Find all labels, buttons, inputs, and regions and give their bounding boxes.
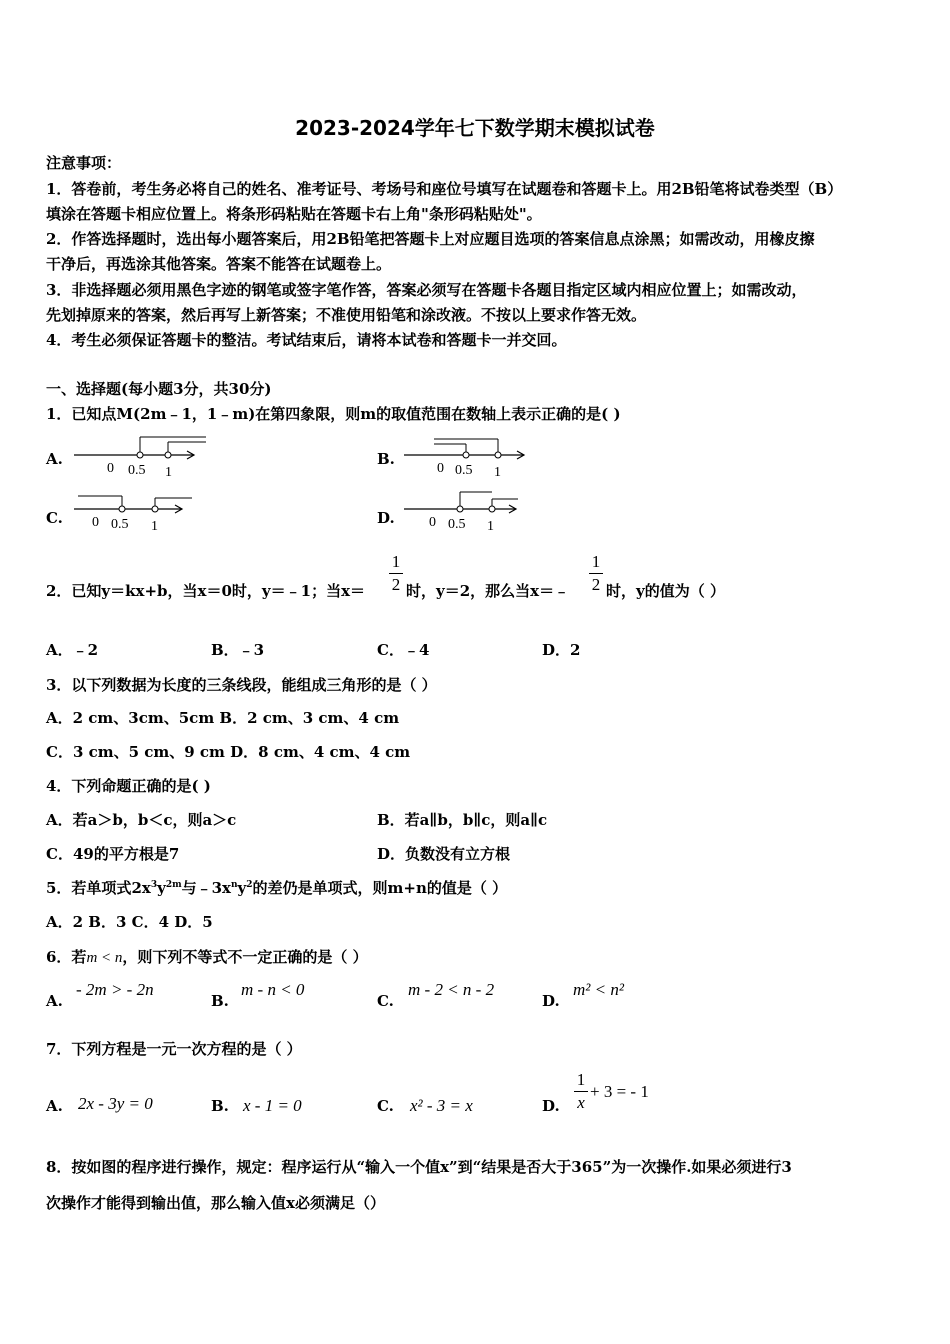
fraction-numerator: 1 (591, 552, 601, 571)
q1-option-b-label: B. (377, 450, 395, 468)
q1-option-a-numberline (70, 428, 220, 480)
notice-heading: 注意事项： (46, 154, 122, 172)
q3-options-row-1: A．2 cm、3cm、5cm B．2 cm、3 cm、4 cm (46, 709, 400, 727)
q1-option-c-label: C. (46, 509, 63, 527)
notice-line: 1．答卷前，考生务必将自己的姓名、准考证号、考场号和座位号填写在试题卷和答题卡上。用2B铅笔将试卷类型（B） (46, 180, 843, 198)
q7-option-b-expression: x - 1 = 0 (243, 1096, 302, 1115)
notice-line: 2．作答选择题时，选出每小题答案后，用2B铅笔把答题卡上对应题目选项的答案信息点涂黑；如需改动，用橡皮擦 (46, 230, 815, 248)
stem-text: ，则下列不等式不一定正确的是（ ） (122, 948, 368, 966)
notice-line: 干净后，再选涂其他答案。答案不能答在试题卷上。 (46, 255, 392, 273)
tick-label: 0.5 (448, 517, 466, 532)
q7-option-d-label: D. (542, 1097, 560, 1115)
tick-label: 0 (437, 461, 444, 476)
fraction-denominator: 2 (391, 575, 401, 594)
q2-option-c: C．﹣4 (377, 641, 430, 659)
stem-text: y (237, 879, 247, 897)
q7-option-c-label: C. (377, 1097, 394, 1115)
q7-option-a-expression: 2x - 3y = 0 (78, 1094, 153, 1113)
q2-fraction-2 (589, 552, 603, 595)
fraction-denominator: x (577, 1093, 585, 1112)
question-2-stem-part1: 2．已知y＝kx+b，当x＝0时，y＝﹣1；当x＝ (46, 582, 366, 600)
notice-line: 3．非选择题必须用黑色字迹的钢笔或签字笔作答，答案必须写在答题卡各题目指定区域内相应位置上；如需改动， (46, 281, 807, 299)
question-5-stem (46, 877, 507, 898)
fraction-denominator: 2 (591, 575, 601, 594)
q2-option-a: A．﹣2 (46, 641, 99, 659)
tick-label: 0.5 (455, 463, 473, 478)
fraction-numerator: 1 (576, 1070, 586, 1089)
question-2-stem-part3: 时，y的值为（ ） (606, 582, 725, 600)
tick-label: 0 (107, 461, 114, 476)
question-7-stem: 7．下列方程是一元一次方程的是（ ） (46, 1040, 302, 1058)
tick-label: 1 (494, 465, 501, 480)
tick-label: 0 (429, 515, 436, 530)
stem-text: 6．若 (46, 948, 87, 966)
question-6-stem (46, 946, 368, 967)
section-heading: 一、选择题(每小题3分，共30分) (46, 380, 272, 398)
stem-text: y (157, 879, 166, 897)
q6-option-a-expression: - 2m > - 2n (76, 980, 154, 999)
notice-line: 4．考生必须保证答题卡的整洁。考试结束后，请将本试卷和答题卡一并交回。 (46, 331, 567, 349)
question-4-stem: 4．下列命题正确的是( ) (46, 777, 211, 795)
question-8-stem-line-2: 次操作才能得到输出值，那么输入值x必须满足（） (46, 1194, 385, 1212)
q2-option-b: B．﹣3 (211, 641, 265, 659)
q1-option-d-label: D. (377, 509, 395, 527)
tick-label: 1 (487, 519, 494, 534)
q6-option-a-label: A. (46, 992, 63, 1010)
condition-expression: m < n (86, 950, 123, 966)
q4-option-a: A．若a＞b，b＜c，则a＞c (46, 811, 237, 829)
tick-label: 0.5 (111, 517, 129, 532)
q2-option-d: D．2 (542, 641, 581, 659)
q7-option-c-expression: x² - 3 = x (410, 1096, 473, 1115)
tick-label: 0 (92, 515, 99, 530)
question-2-stem-part2: 时，y＝2，那么当x＝﹣ (406, 582, 570, 600)
stem-text: 的差仍是单项式，则m+n的值是（ ） (252, 879, 508, 897)
q4-option-b: B．若a∥b，b∥c，则a∥c (377, 811, 548, 829)
question-1-stem: 1．已知点M(2m﹣1，1﹣m)在第四象限，则m的取值范围在数轴上表示正确的是( ) (46, 405, 621, 423)
tick-label: 1 (165, 465, 172, 480)
q5-options: A．2 B．3 C．4 D．5 (46, 913, 213, 931)
q1-option-c-numberline (70, 488, 210, 540)
q1-option-a-label: A. (46, 450, 63, 468)
q6-option-b-label: B. (211, 992, 229, 1010)
notice-line: 填涂在答题卡相应位置上。将条形码粘贴在答题卡右上角"条形码粘贴处"。 (46, 205, 542, 223)
exponent: n (231, 880, 238, 890)
tick-label: 1 (151, 519, 158, 534)
tick-label: 0.5 (128, 463, 146, 478)
q3-options-row-2: C．3 cm、5 cm、9 cm D．8 cm、4 cm、4 cm (46, 743, 411, 761)
q6-option-d-label: D. (542, 992, 560, 1010)
page-title: 2023-2024学年七下数学期末模拟试卷 (295, 116, 655, 140)
q6-option-c-expression: m - 2 < n - 2 (408, 980, 495, 999)
stem-text: 与﹣3x (181, 879, 231, 897)
stem-text: 5．若单项式2x (46, 879, 151, 897)
notice-line: 先划掉原来的答案，然后再写上新答案；不准使用铅笔和涂改液。不按以上要求作答无效。 (46, 306, 647, 324)
exponent: 3 (150, 880, 158, 890)
q6-option-d-expression: m² < n² (573, 980, 624, 999)
q1-option-d-numberline (400, 488, 540, 540)
q1-option-b-numberline (400, 428, 540, 480)
q4-option-d: D．负数没有立方根 (377, 845, 511, 863)
q7-option-a-label: A. (46, 1097, 63, 1115)
q6-option-c-label: C. (377, 992, 394, 1010)
q4-option-c: C．49的平方根是7 (46, 845, 180, 863)
q2-fraction-1 (389, 552, 403, 595)
exponent: 2m (165, 880, 182, 890)
question-8-stem-line-1: 8．按如图的程序进行操作，规定：程序运行从“输入一个值x”到“结果是否大于365”为一次操作.如果必须进行3 (46, 1158, 792, 1176)
q7-option-d-fraction (574, 1070, 588, 1113)
q7-option-b-label: B. (211, 1097, 229, 1115)
fraction-numerator: 1 (391, 552, 401, 571)
q7-option-d-expression: + 3 = - 1 (590, 1082, 649, 1101)
exponent: 2 (246, 880, 253, 890)
question-3-stem: 3．以下列数据为长度的三条线段，能组成三角形的是（ ） (46, 676, 437, 694)
q6-option-b-expression: m - n < 0 (241, 980, 305, 999)
